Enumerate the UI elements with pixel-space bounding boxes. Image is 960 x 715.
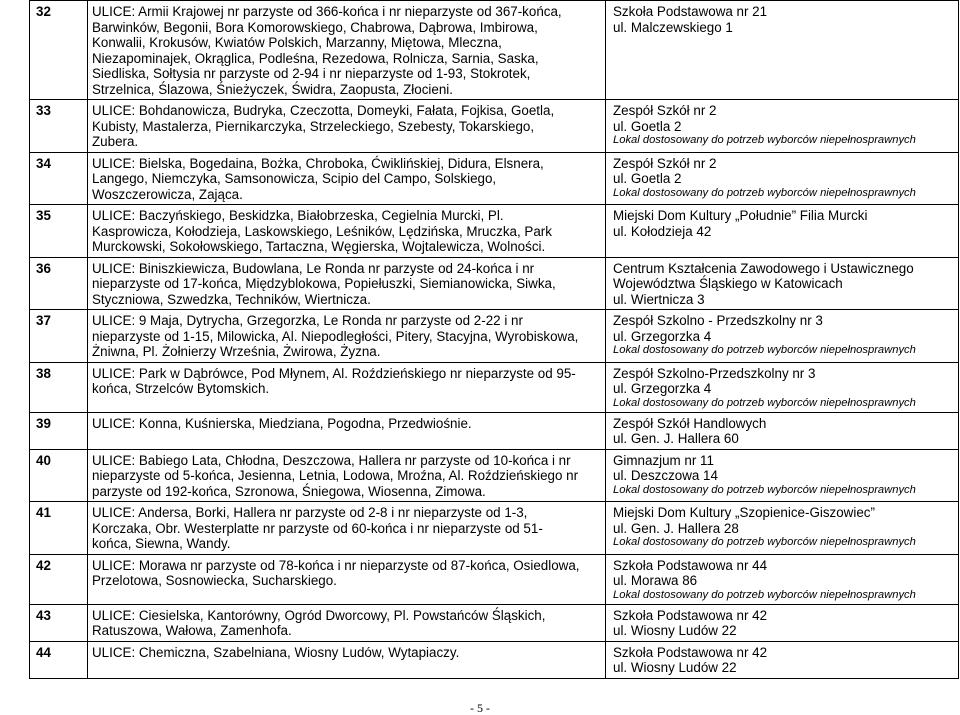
polling-place-cell	[606, 310, 959, 363]
polling-place-address: ul. Goetla 2	[613, 171, 682, 186]
polling-place-name: Zespół Szkół nr 2	[613, 155, 717, 171]
street-line: Woszczerowicza, Zająca.	[92, 186, 243, 202]
street-line: Kasprowicza, Kołodzieja, Laskowskiego, Leśników, Lędzińska, Mruczka, Park	[92, 223, 552, 239]
streets-cell	[88, 100, 606, 153]
polling-place-address: ul. Gen. J. Hallera 60	[613, 431, 739, 446]
district-number: 42	[30, 554, 88, 604]
street-line: ULICE: Chemiczna, Szabelniana, Wiosny Ludów, Wytapiaczy.	[92, 644, 460, 660]
polling-place-address: ul. Wiertnicza 3	[613, 291, 705, 307]
street-line: Żniwna, Pl. Żołnierzy Września, Żwirowa, Żyzna.	[92, 344, 381, 359]
street-line: Murckowski, Sokołowskiego, Tartaczna, Węgierska, Wojtalewicza, Wolności.	[92, 239, 546, 254]
polling-place-name: Szkoła Podstawowa nr 44	[613, 557, 768, 573]
district-number: 38	[30, 362, 88, 412]
polling-districts-table	[29, 0, 959, 679]
district-number: 37	[30, 310, 88, 363]
accessibility-note: Lokal dostosowany do potrzeb wyborców niepełnosprawnych	[613, 134, 916, 146]
polling-place-name: Miejski Dom Kultury „Południe” Filia Murcki	[613, 208, 868, 223]
polling-place-cell	[606, 641, 959, 678]
polling-place-cell	[606, 152, 959, 205]
polling-place-cell	[606, 205, 959, 258]
polling-place-address: ul. Kołodzieja 42	[613, 223, 712, 239]
accessibility-note: Lokal dostosowany do potrzeb wyborców niepełnosprawnych	[613, 396, 916, 409]
street-line: Siedliska, Sołtysia nr parzyste od 2-94 i nr nieparzyste od 1-93, Stokrotek,	[92, 66, 531, 81]
polling-place-address: ul. Morawa 86	[613, 573, 698, 588]
polling-place-name: Zespół Szkolno - Przedszkolny nr 3	[613, 313, 823, 328]
polling-place-name: Zespół Szkolno-Przedszkolny nr 3	[613, 365, 816, 381]
street-line: nieparzyste od 5-końca, Jesienna, Letnia, Lodowa, Mroźna, Al. Roździeńskiego nr	[92, 468, 579, 483]
streets-cell	[88, 257, 606, 310]
street-line: ULICE: Konna, Kuśnierska, Miedziana, Pogodna, Przedwiośnie.	[92, 415, 472, 431]
streets-cell	[88, 502, 606, 555]
street-line: ULICE: Biniszkiewicza, Budowlana, Le Ronda nr parzyste od 24-końca i nr	[92, 260, 535, 276]
polling-place-address: ul. Malczewskiego 1	[613, 19, 733, 35]
polling-place-cell	[606, 1, 959, 100]
street-line: nieparzyste od 17-końca, Międzyblokowa, Popiełuszki, Siemianowicka, Siwka,	[92, 276, 556, 291]
street-line: ULICE: Bielska, Bogedaina, Bożka, Chroboka, Ćwiklińskiej, Didura, Elsnera,	[92, 155, 544, 171]
street-line: parzyste od 192-końca, Szronowa, Śniegowa, Wiosenna, Zimowa.	[92, 483, 486, 499]
district-number: 34	[30, 152, 88, 205]
polling-place-cell	[606, 449, 959, 502]
street-line: Przelotowa, Sosnowiecka, Sucharskiego.	[92, 573, 337, 588]
street-line: Ratuszowa, Wałowa, Zamenhofa.	[92, 623, 292, 638]
polling-place-cell	[606, 502, 959, 555]
district-number: 43	[30, 604, 88, 641]
table-row	[30, 641, 959, 678]
district-number: 39	[30, 412, 88, 449]
streets-cell	[88, 449, 606, 502]
streets-cell	[88, 604, 606, 641]
polling-place-address: ul. Deszczowa 14	[613, 468, 718, 483]
polling-place-name: Zespół Szkół nr 2	[613, 103, 717, 118]
polling-place-address: ul. Wiosny Ludów 22	[613, 623, 737, 638]
street-line: ULICE: Andersa, Borki, Hallera nr parzyste od 2-8 i nr nieparzyste od 1-3,	[92, 505, 528, 520]
streets-cell	[88, 310, 606, 363]
accessibility-note: Lokal dostosowany do potrzeb wyborców niepełnosprawnych	[613, 344, 916, 356]
street-line: Strzelnica, Ślazowa, Śnieżyczek, Świdra, Zaopusta, Złocieni.	[92, 81, 453, 97]
street-line: ULICE: Morawa nr parzyste od 78-końca i nr nieparzyste od 87-końca, Osiedlowa,	[92, 557, 580, 573]
polling-place-address: ul. Grzegorzka 4	[613, 381, 712, 396]
polling-place-cell	[606, 362, 959, 412]
street-line: końca, Siewna, Wandy.	[92, 536, 231, 551]
table-row	[30, 449, 959, 502]
page-number: - 5 -	[470, 701, 490, 715]
table-body	[30, 1, 959, 679]
table-row	[30, 554, 959, 604]
polling-place-name: Gimnazjum nr 11	[613, 452, 714, 468]
street-line: Korczaka, Obr. Westerplatte nr parzyste od 60-końca i nr nieparzyste od 51-	[92, 520, 543, 536]
street-line: ULICE: Park w Dąbrówce, Pod Młynem, Al. Roździeńskiego nr nieparzyste od 95-	[92, 365, 576, 381]
table-row	[30, 1, 959, 100]
street-line: nieparzyste od 1-15, Milowicka, Al. Niepodległości, Pitery, Stacyjna, Wyrobiskowa,	[92, 328, 579, 344]
district-number: 35	[30, 205, 88, 258]
polling-place-name: Szkoła Podstawowa nr 21	[613, 4, 768, 19]
street-line: Styczniowa, Szwedzka, Techników, Wiertnicza.	[92, 291, 371, 307]
streets-cell	[88, 205, 606, 258]
polling-place-address: ul. Grzegorzka 4	[613, 328, 712, 344]
polling-place-cell	[606, 604, 959, 641]
table-row	[30, 257, 959, 310]
district-number: 36	[30, 257, 88, 310]
street-line: ULICE: 9 Maja, Dytrycha, Grzegorzka, Le Ronda nr parzyste od 2-22 i nr	[92, 313, 523, 328]
streets-cell	[88, 641, 606, 678]
polling-place-cell	[606, 412, 959, 449]
street-line: końca, Strzelców Bytomskich.	[92, 381, 270, 396]
streets-cell	[88, 412, 606, 449]
district-number: 40	[30, 449, 88, 502]
street-line: ULICE: Bohdanowicza, Budryka, Czeczotta, Domeyki, Fałata, Fojkisa, Goetla,	[92, 103, 555, 118]
street-line: ULICE: Babiego Lata, Chłodna, Deszczowa, Hallera nr parzyste od 10-końca i nr	[92, 452, 571, 468]
street-line: Niezapominajek, Okrąglica, Podleśna, Rezedowa, Rolnicza, Sarnia, Saska,	[92, 50, 539, 66]
street-line: Langego, Niemczyka, Samsonowicza, Scipio del Campo, Solskiego,	[92, 171, 497, 186]
table-row	[30, 205, 959, 258]
polling-place-cell	[606, 100, 959, 153]
polling-place-name: Miejski Dom Kultury „Szopienice-Giszowiec”	[613, 505, 875, 520]
accessibility-note: Lokal dostosowany do potrzeb wyborców niepełnosprawnych	[613, 588, 916, 601]
district-number: 41	[30, 502, 88, 555]
table-row	[30, 310, 959, 363]
streets-cell	[88, 1, 606, 100]
street-line: ULICE: Baczyńskiego, Beskidzka, Białobrzeska, Cegielnia Murcki, Pl.	[92, 208, 504, 223]
street-line: Konwalii, Krokusów, Kwiatów Polskich, Marzanny, Miętowa, Mleczna,	[92, 35, 502, 50]
table-row	[30, 502, 959, 555]
streets-cell	[88, 362, 606, 412]
district-number: 33	[30, 100, 88, 153]
table-row	[30, 152, 959, 205]
table-row	[30, 362, 959, 412]
polling-place-cell	[606, 257, 959, 310]
table-row	[30, 412, 959, 449]
polling-place-name: Szkoła Podstawowa nr 42	[613, 644, 768, 660]
street-line: Kubisty, Mastalerza, Piernikarczyka, Strzeleckiego, Szebesty, Tokarskiego,	[92, 118, 535, 134]
street-line: ULICE: Armii Krajowej nr parzyste od 366-końca i nr nieparzyste od 367-końca,	[92, 4, 562, 19]
streets-cell	[88, 554, 606, 604]
polling-place-name: Zespół Szkół Handlowych	[613, 415, 767, 431]
polling-place-address: ul. Wiosny Ludów 22	[613, 660, 737, 675]
polling-place-cell	[606, 554, 959, 604]
street-line: Zubera.	[92, 134, 139, 149]
polling-place-name: Szkoła Podstawowa nr 42	[613, 607, 768, 623]
streets-cell	[88, 152, 606, 205]
accessibility-note: Lokal dostosowany do potrzeb wyborców niepełnosprawnych	[613, 536, 916, 548]
polling-place-name: Województwa Śląskiego w Katowicach	[613, 276, 843, 291]
table-row	[30, 604, 959, 641]
accessibility-note: Lokal dostosowany do potrzeb wyborców niepełnosprawnych	[613, 483, 916, 496]
accessibility-note: Lokal dostosowany do potrzeb wyborców niepełnosprawnych	[613, 186, 916, 199]
district-number: 44	[30, 641, 88, 678]
polling-place-name: Centrum Kształcenia Zawodowego i Ustawicznego	[613, 260, 914, 276]
table-row	[30, 100, 959, 153]
street-line: Barwinków, Begonii, Bora Komorowskiego, Chabrowa, Dąbrowa, Imbirowa,	[92, 19, 538, 35]
polling-place-address: ul. Gen. J. Hallera 28	[613, 520, 739, 536]
district-number: 32	[30, 1, 88, 100]
polling-place-address: ul. Goetla 2	[613, 118, 682, 134]
street-line: ULICE: Ciesielska, Kantorówny, Ogród Dworcowy, Pl. Powstańców Śląskich,	[92, 607, 546, 623]
